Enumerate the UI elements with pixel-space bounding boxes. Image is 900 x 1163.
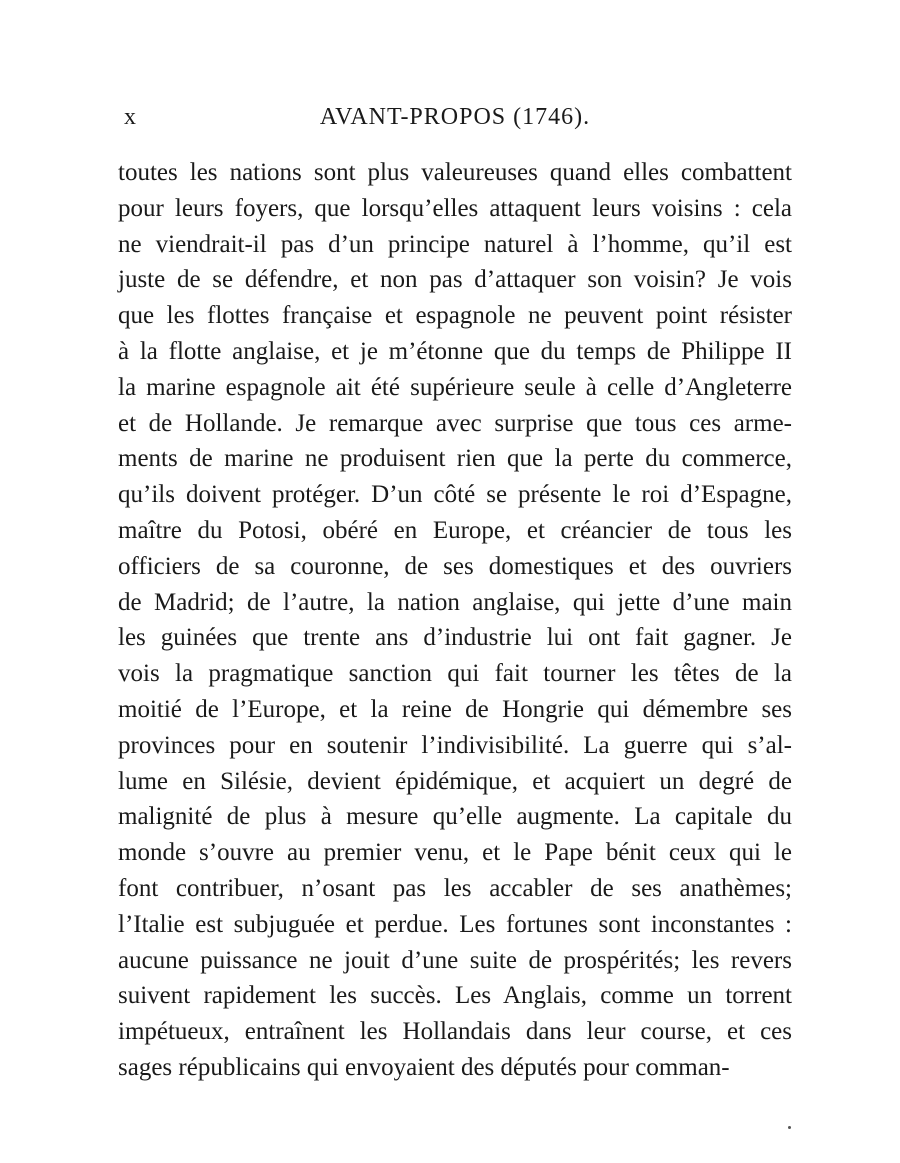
text-line: malignité de plus à mesure qu’elle augmente. La capitale du — [118, 803, 792, 831]
text-line: monde s’ouvre au premier venu, et le Pape bénit ceux qui le — [118, 839, 792, 867]
text-line: et de Hollande. Je remarque avec surprise que tous ces arme- — [118, 409, 792, 437]
text-line: officiers de sa couronne, de ses domestiques et des ouvriers — [118, 552, 792, 580]
text-line: vois la pragmatique sanction qui fait tourner les têtes de la — [118, 660, 792, 688]
text-line: sages républicains qui envoyaient des députés pour comman- — [118, 1053, 730, 1081]
page-header — [118, 104, 792, 144]
text-line: aucune puissance ne jouit d’une suite de prospérités; les revers — [118, 946, 792, 974]
text-line: de Madrid; de l’autre, la nation anglaise, qui jette d’une main — [118, 588, 792, 616]
running-title: AVANT-PROPOS (1746). — [319, 104, 591, 130]
text-line: ments de marine ne produisent rien que la perte du commerce, — [118, 445, 792, 473]
text-line: la marine espagnole ait été supérieure seule à celle d’Angleterre — [118, 373, 792, 401]
text-line: lume en Silésie, devient épidémique, et acquiert un degré de — [118, 767, 792, 795]
page-number: x — [124, 104, 137, 130]
text-line: ne viendrait-il pas d’un principe naturel à l’homme, qu’il est — [118, 230, 792, 258]
text-line: à la flotte anglaise, et je m’étonne que du temps de Philippe II — [118, 337, 792, 365]
text-line: l’Italie est subjuguée et perdue. Les fortunes sont inconstantes : — [118, 910, 792, 938]
text-line: juste de se défendre, et non pas d’attaquer son voisin? Je vois — [118, 266, 792, 294]
text-line: maître du Potosi, obéré en Europe, et créancier de tous les — [118, 516, 792, 544]
text-line: font contribuer, n’osant pas les accabler de ses anathèmes; — [118, 874, 792, 902]
text-line: que les flottes française et espagnole ne peuvent point résister — [118, 302, 792, 330]
text-line: suivent rapidement les succès. Les Anglais, comme un torrent — [118, 982, 792, 1010]
body-text — [118, 155, 792, 1086]
text-line: provinces pour en soutenir l’indivisibilité. La guerre qui s’al- — [118, 731, 792, 759]
text-line: les guinées que trente ans d’industrie lui ont fait gagner. Je — [118, 624, 792, 652]
text-line: impétueux, entraînent les Hollandais dans leur course, et ces — [118, 1018, 792, 1046]
text-line: pour leurs foyers, que lorsqu’elles attaquent leurs voisins : cela — [118, 194, 792, 222]
text-line: moitié de l’Europe, et la reine de Hongrie qui démembre ses — [118, 695, 792, 723]
text-line: qu’ils doivent protéger. D’un côté se présente le roi d’Espagne, — [118, 481, 792, 509]
paper-speck — [788, 1126, 791, 1129]
text-line: toutes les nations sont plus valeureuses quand elles combattent — [118, 159, 792, 186]
